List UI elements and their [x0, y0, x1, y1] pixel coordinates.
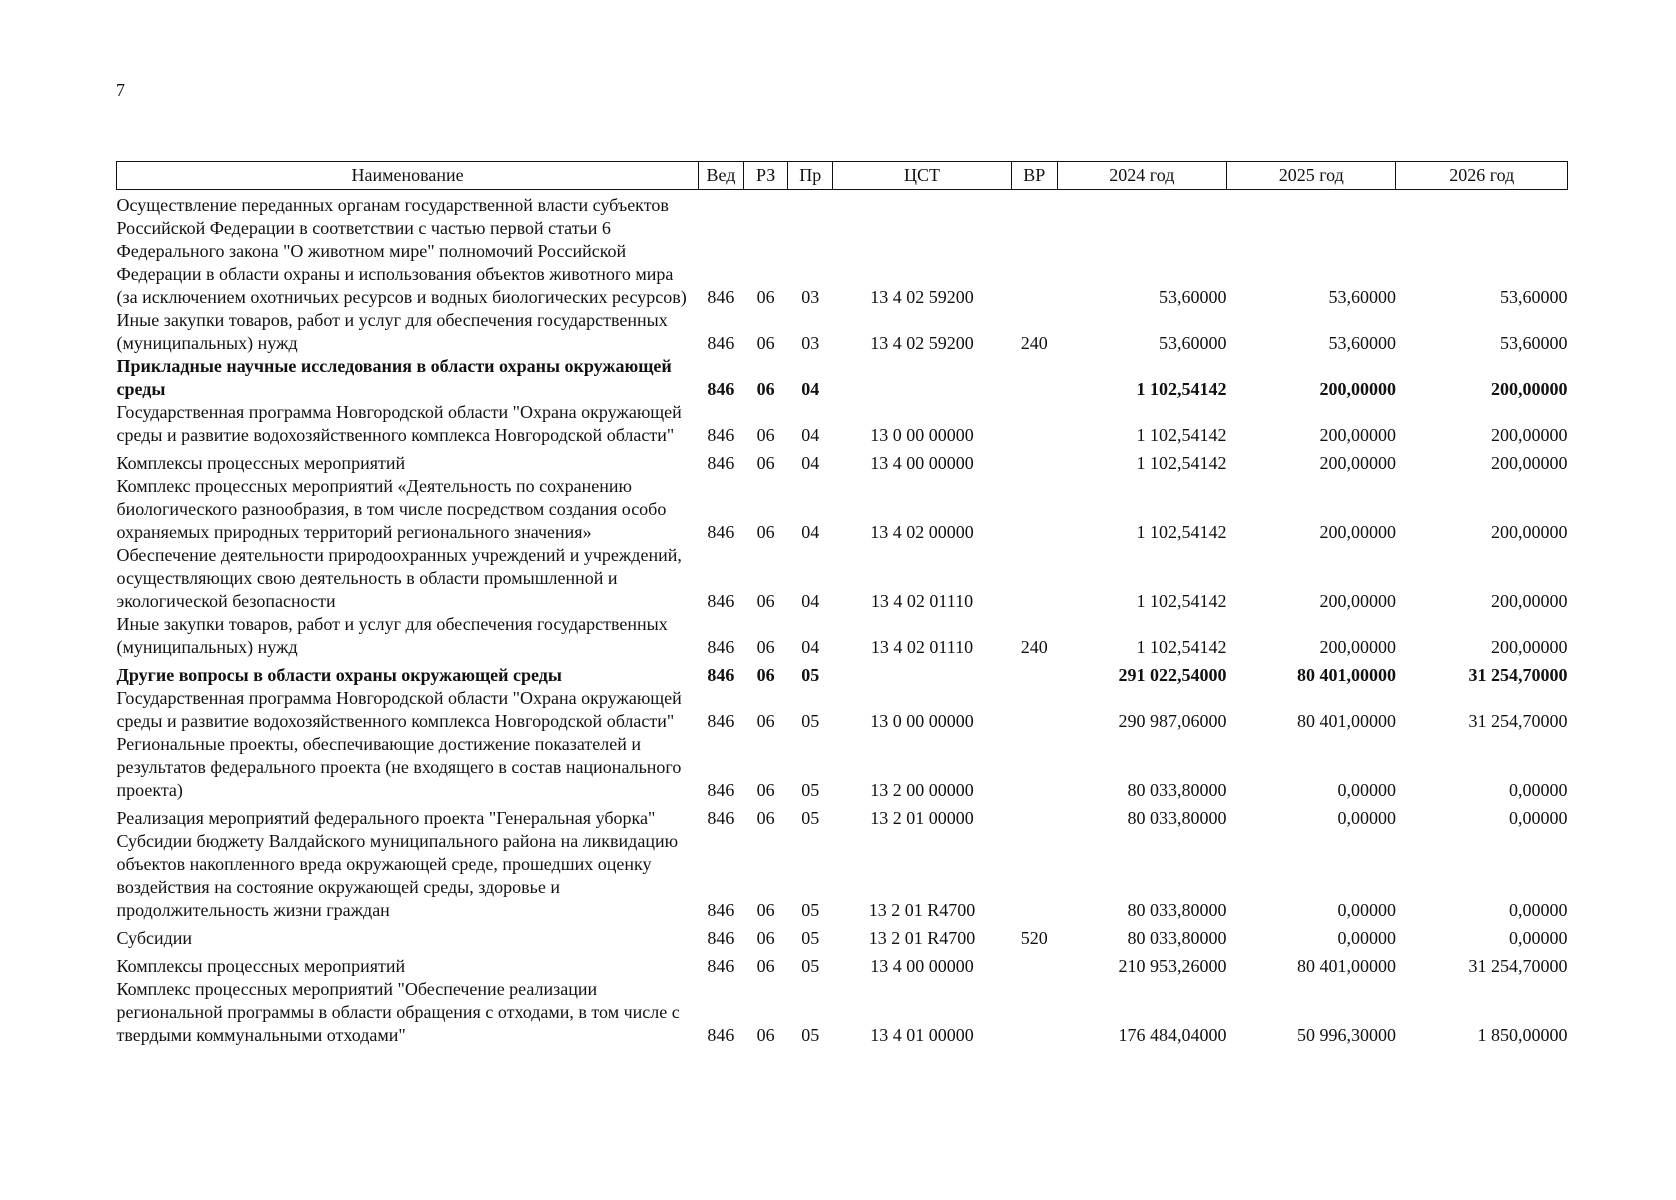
- row-2024: 53,60000: [1159, 287, 1227, 307]
- row-pr: 05: [801, 1025, 820, 1045]
- table-row: [117, 447, 1568, 475]
- row-cst: 13 2 01 R4700: [868, 928, 976, 948]
- row-name: Обеспечение деятельности природоохранных учреждений и учреждений, осуществляющих свою деятельность в области промышленной и экологической безопасности: [116, 545, 682, 611]
- table-row: [117, 401, 1568, 447]
- table-row: [117, 733, 1568, 802]
- row-2024: 80 033,80000: [1127, 808, 1227, 828]
- row-pr: 04: [801, 379, 820, 399]
- row-2025: 80 401,00000: [1296, 956, 1396, 976]
- row-2026: 31 254,70000: [1468, 711, 1568, 731]
- row-2026: 0,00000: [1509, 808, 1568, 828]
- table-row: [117, 687, 1568, 733]
- row-cst: 13 4 00 00000: [870, 956, 974, 976]
- row-rz: 06: [756, 591, 775, 611]
- table-row: [117, 475, 1568, 544]
- row-vr: 240: [1020, 637, 1048, 657]
- row-vr: [1011, 802, 1057, 830]
- row-name: Другие вопросы в области охраны окружающей среды: [116, 665, 562, 685]
- row-ved: 846: [707, 900, 735, 920]
- row-cst: 13 4 02 00000: [870, 522, 974, 542]
- row-pr: 04: [801, 453, 820, 473]
- row-2024: 1 102,54142: [1136, 379, 1227, 399]
- header-2024: 2024 год: [1057, 162, 1226, 190]
- table-row: [117, 613, 1568, 659]
- row-pr: 03: [801, 333, 820, 353]
- row-rz: 06: [756, 637, 775, 657]
- row-cst: [833, 659, 1012, 687]
- row-rz: 06: [756, 379, 775, 399]
- row-pr: 05: [801, 780, 820, 800]
- row-2025: 200,00000: [1319, 379, 1396, 399]
- page-number: 7: [116, 80, 125, 100]
- row-name: Иные закупки товаров, работ и услуг для обеспечения государственных (муниципальных) нужд: [116, 614, 668, 657]
- table-row: [117, 802, 1568, 830]
- row-2026: 53,60000: [1500, 287, 1568, 307]
- row-rz: 06: [756, 425, 775, 445]
- row-vr: [1011, 475, 1057, 544]
- row-2025: 50 996,30000: [1296, 1025, 1396, 1045]
- row-2026: 200,00000: [1491, 591, 1568, 611]
- row-2025: 0,00000: [1337, 808, 1396, 828]
- row-rz: 06: [756, 1025, 775, 1045]
- row-2024: 1 102,54142: [1136, 522, 1227, 542]
- row-cst: 13 2 00 00000: [870, 780, 974, 800]
- row-2024: 1 102,54142: [1136, 453, 1227, 473]
- row-2026: 0,00000: [1509, 780, 1568, 800]
- row-ved: 846: [707, 956, 735, 976]
- row-2025: 200,00000: [1319, 522, 1396, 542]
- row-2026: 200,00000: [1491, 522, 1568, 542]
- row-2025: 200,00000: [1319, 425, 1396, 445]
- row-ved: 846: [707, 333, 735, 353]
- row-2026: 1 850,00000: [1477, 1025, 1568, 1045]
- row-vr: 240: [1020, 333, 1048, 353]
- row-2026: 31 254,70000: [1468, 956, 1568, 976]
- table-row: [117, 309, 1568, 355]
- row-pr: 04: [801, 591, 820, 611]
- row-2026: 31 254,70000: [1468, 665, 1568, 685]
- row-2025: 200,00000: [1319, 591, 1396, 611]
- row-cst: 13 4 02 59200: [870, 333, 974, 353]
- row-2024: 210 953,26000: [1118, 956, 1227, 976]
- row-cst: 13 4 02 01110: [870, 637, 974, 657]
- row-ved: 846: [707, 928, 735, 948]
- row-2024: 1 102,54142: [1136, 591, 1227, 611]
- row-pr: 03: [801, 287, 820, 307]
- row-2025: 80 401,00000: [1296, 665, 1396, 685]
- row-2025: 80 401,00000: [1296, 711, 1396, 731]
- row-2025: 0,00000: [1337, 928, 1396, 948]
- row-name: Комплексы процессных мероприятий: [116, 956, 406, 976]
- row-2024: 1 102,54142: [1136, 425, 1227, 445]
- row-rz: 06: [756, 928, 775, 948]
- row-2026: 200,00000: [1491, 637, 1568, 657]
- row-2025: 0,00000: [1337, 780, 1396, 800]
- row-vr: [1011, 687, 1057, 733]
- row-2025: 200,00000: [1319, 637, 1396, 657]
- table-row: [117, 922, 1568, 950]
- row-ved: 846: [707, 637, 735, 657]
- row-vr: [1011, 950, 1057, 978]
- header-rz: РЗ: [743, 162, 788, 190]
- row-cst: 13 4 00 00000: [870, 453, 974, 473]
- row-ved: 846: [707, 591, 735, 611]
- row-2025: 200,00000: [1319, 453, 1396, 473]
- table-row: [117, 978, 1568, 1047]
- row-pr: 04: [801, 522, 820, 542]
- row-name: Государственная программа Новгородской области "Охрана окружающей среды и развитие водохозяйственного комплекса Новгородской области": [116, 402, 682, 445]
- row-vr: [1011, 733, 1057, 802]
- header-2025: 2025 год: [1227, 162, 1396, 190]
- row-cst: 13 0 00 00000: [870, 425, 974, 445]
- row-name: Государственная программа Новгородской области "Охрана окружающей среды и развитие водохозяйственного комплекса Новгородской области": [116, 688, 682, 731]
- header-name: Наименование: [117, 162, 699, 190]
- header-2026: 2026 год: [1396, 162, 1568, 190]
- row-2026: 53,60000: [1500, 333, 1568, 353]
- row-pr: 05: [801, 900, 820, 920]
- table-row-section: [117, 355, 1568, 401]
- row-name: Осуществление переданных органам государственной власти субъектов Российской Федерации в соответствии с частью первой статьи 6 Федерального закона "О животном мире" полномочий Российской Федерации в области охраны и использования объектов животного мира (за исключением охотничьих ресурсов и водных биологических ресурсов): [116, 195, 687, 307]
- row-2024: 80 033,80000: [1127, 780, 1227, 800]
- row-2026: 200,00000: [1491, 379, 1568, 399]
- row-2024: 1 102,54142: [1136, 637, 1227, 657]
- row-cst: [833, 355, 1012, 401]
- row-vr: [1011, 447, 1057, 475]
- row-2024: 291 022,54000: [1118, 665, 1227, 685]
- table-row: [117, 830, 1568, 922]
- row-name: Комплекс процессных мероприятий "Обеспечение реализации региональной программы в области обращения с отходами, в том числе с твердыми коммунальными отходами": [116, 979, 680, 1045]
- row-ved: 846: [707, 711, 735, 731]
- row-ved: 846: [707, 522, 735, 542]
- row-2024: 53,60000: [1159, 333, 1227, 353]
- row-vr: 520: [1020, 928, 1048, 948]
- row-name: Комплексы процессных мероприятий: [116, 453, 406, 473]
- header-pr: Пр: [788, 162, 833, 190]
- row-vr: [1011, 190, 1057, 310]
- row-rz: 06: [756, 333, 775, 353]
- table-row: [117, 950, 1568, 978]
- row-vr: [1011, 978, 1057, 1047]
- row-ved: 846: [707, 808, 735, 828]
- row-rz: 06: [756, 453, 775, 473]
- row-vr: [1011, 355, 1057, 401]
- row-cst: 13 2 01 R4700: [868, 900, 976, 920]
- row-2024: 176 484,04000: [1118, 1025, 1227, 1045]
- row-pr: 05: [801, 665, 820, 685]
- row-name: Комплекс процессных мероприятий «Деятельность по сохранению биологического разнообразия, в том числе посредством создания особо охраняемых природных территорий регионального значения»: [116, 476, 667, 542]
- row-rz: 06: [756, 711, 775, 731]
- row-cst: 13 0 00 00000: [870, 711, 974, 731]
- row-ved: 846: [707, 453, 735, 473]
- row-cst: 13 4 02 01110: [870, 591, 974, 611]
- row-2024: 290 987,06000: [1118, 711, 1227, 731]
- row-2026: 0,00000: [1509, 900, 1568, 920]
- table-row: [117, 544, 1568, 613]
- row-cst: 13 2 01 00000: [870, 808, 974, 828]
- row-pr: 05: [801, 808, 820, 828]
- table-header-row: [117, 162, 1568, 190]
- row-rz: 06: [756, 780, 775, 800]
- row-2024: 80 033,80000: [1127, 900, 1227, 920]
- row-cst: 13 4 01 00000: [870, 1025, 974, 1045]
- row-ved: 846: [707, 665, 735, 685]
- row-name: Иные закупки товаров, работ и услуг для обеспечения государственных (муниципальных) нужд: [116, 310, 668, 353]
- table-row: [117, 190, 1568, 310]
- row-cst: 13 4 02 59200: [870, 287, 974, 307]
- row-rz: 06: [756, 808, 775, 828]
- row-rz: 06: [756, 287, 775, 307]
- row-rz: 06: [756, 900, 775, 920]
- row-ved: 846: [707, 425, 735, 445]
- row-2025: 53,60000: [1328, 333, 1396, 353]
- header-vr: ВР: [1011, 162, 1057, 190]
- row-vr: [1011, 659, 1057, 687]
- budget-table: [116, 161, 1568, 1047]
- row-ved: 846: [707, 287, 735, 307]
- row-2026: 200,00000: [1491, 425, 1568, 445]
- row-ved: 846: [707, 780, 735, 800]
- row-pr: 04: [801, 637, 820, 657]
- row-vr: [1011, 401, 1057, 447]
- row-rz: 06: [756, 522, 775, 542]
- row-name: Реализация мероприятий федерального проекта "Генеральная уборка": [116, 808, 656, 828]
- row-pr: 04: [801, 425, 820, 445]
- row-2025: 0,00000: [1337, 900, 1396, 920]
- row-vr: [1011, 544, 1057, 613]
- row-pr: 05: [801, 928, 820, 948]
- row-vr: [1011, 830, 1057, 922]
- header-cst: ЦСТ: [833, 162, 1012, 190]
- row-pr: 05: [801, 711, 820, 731]
- row-ved: 846: [707, 379, 735, 399]
- header-ved: Вед: [699, 162, 744, 190]
- row-2026: 200,00000: [1491, 453, 1568, 473]
- row-2024: 80 033,80000: [1127, 928, 1227, 948]
- row-name: Субсидии: [116, 928, 193, 948]
- row-rz: 06: [756, 665, 775, 685]
- row-2025: 53,60000: [1328, 287, 1396, 307]
- row-name: Субсидии бюджету Валдайского муниципального района на ликвидацию объектов накопленного вреда окружающей среде, прошедших оценку воздействия на состояние окружающей среды, здоровье и продолжительность жизни граждан: [116, 831, 679, 920]
- row-name: Прикладные научные исследования в области охраны окружающей среды: [116, 356, 672, 399]
- row-2026: 0,00000: [1509, 928, 1568, 948]
- row-pr: 05: [801, 956, 820, 976]
- row-ved: 846: [707, 1025, 735, 1045]
- row-rz: 06: [756, 956, 775, 976]
- table-row-section: [117, 659, 1568, 687]
- row-name: Региональные проекты, обеспечивающие достижение показателей и результатов федерального проекта (не входящего в состав национального проекта): [116, 734, 682, 800]
